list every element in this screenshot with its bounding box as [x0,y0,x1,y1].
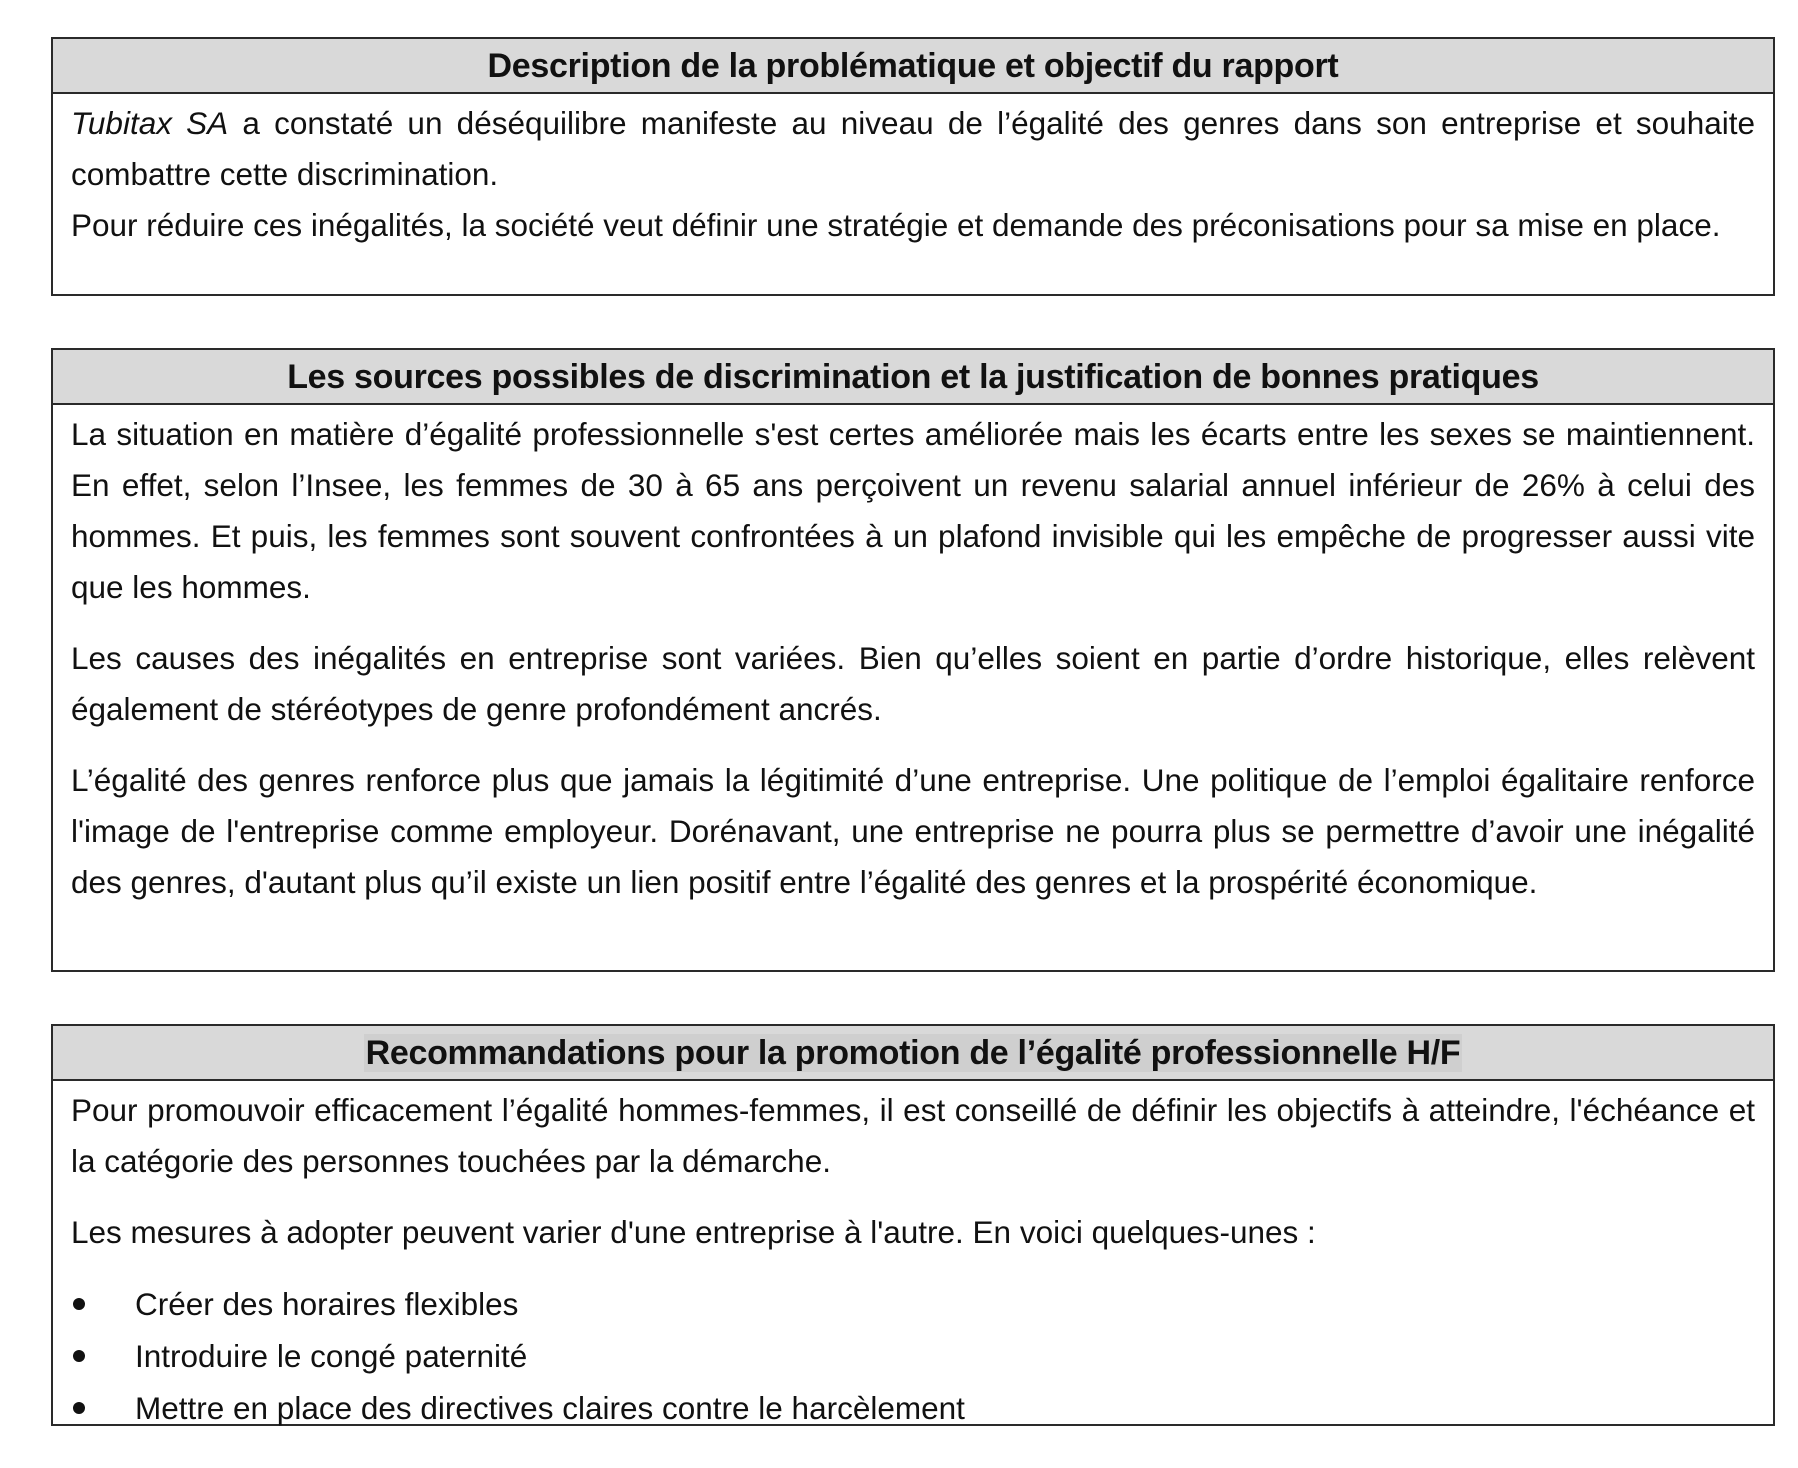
section-title [53,1026,1773,1081]
bullet-icon [73,1298,85,1310]
section-body [53,405,1773,908]
company-name: Tubitax SA [71,105,229,141]
section-title [53,350,1773,405]
bullet-icon [73,1350,85,1362]
paragraph: Pour promouvoir efficacement l’égalité hommes-femmes, il est conseillé de définir les objectifs à atteindre, l'échéance et la catégorie des personnes touchées par la démarche. [71,1092,1755,1179]
section-title [53,39,1773,94]
list-item-text: Créer des horaires flexibles [135,1286,519,1322]
recommendation-list [71,1278,1755,1434]
list-item [71,1278,1755,1330]
section-discrimination-sources [51,348,1775,972]
paragraph: Les causes des inégalités en entreprise sont variées. Bien qu’elles soient en partie d’ordre historique, elles relèvent également de stéréotypes de genre profondément ancrés. [71,640,1755,727]
paragraph-text: a constaté un déséquilibre manifeste au niveau de l’égalité des genres dans son entreprise et souhaite combattre cette discrimination. [71,105,1756,192]
section-recommendations [51,1024,1775,1426]
paragraph [71,98,1755,200]
list-item [71,1330,1755,1382]
list-item [71,1382,1755,1434]
list-item-text: Introduire le congé paternité [135,1338,528,1374]
section-problem-description [51,37,1775,296]
bullet-icon [73,1402,85,1414]
section-body [53,94,1773,251]
section-body [53,1081,1773,1434]
section-title-text: Recommandations pour la promotion de l’égalité professionnelle H/F [365,1033,1461,1072]
section-title-text: Les sources possibles de discrimination et la justification de bonnes pratiques [287,357,1539,396]
paragraph: Les mesures à adopter peuvent varier d'une entreprise à l'autre. En voici quelques-unes : [71,1214,1316,1250]
list-item-text: Mettre en place des directives claires contre le harcèlement [135,1390,965,1426]
paragraph: La situation en matière d’égalité professionnelle s'est certes améliorée mais les écarts entre les sexes se maintiennent. En effet, selon l’Insee, les femmes de 30 à 65 ans perçoivent un revenu salarial annuel inférieur de 26% à celui des hommes. Et puis, les femmes sont souvent confrontées à un plafond invisible qui les empêche de progresser aussi vite que les hommes. [71,416,1755,605]
section-title-text: Description de la problématique et objectif du rapport [487,46,1339,85]
paragraph: Pour réduire ces inégalités, la société veut définir une stratégie et demande des préconisations pour sa mise en place. [71,207,1721,243]
paragraph: L’égalité des genres renforce plus que jamais la légitimité d’une entreprise. Une politique de l’emploi égalitaire renforce l'image de l'entreprise comme employeur. Dorénavant, une entreprise ne pourra plus se permettre d’avoir une inégalité des genres, d'autant plus qu’il existe un lien positif entre l’égalité des genres et la prospérité économique. [71,762,1755,900]
